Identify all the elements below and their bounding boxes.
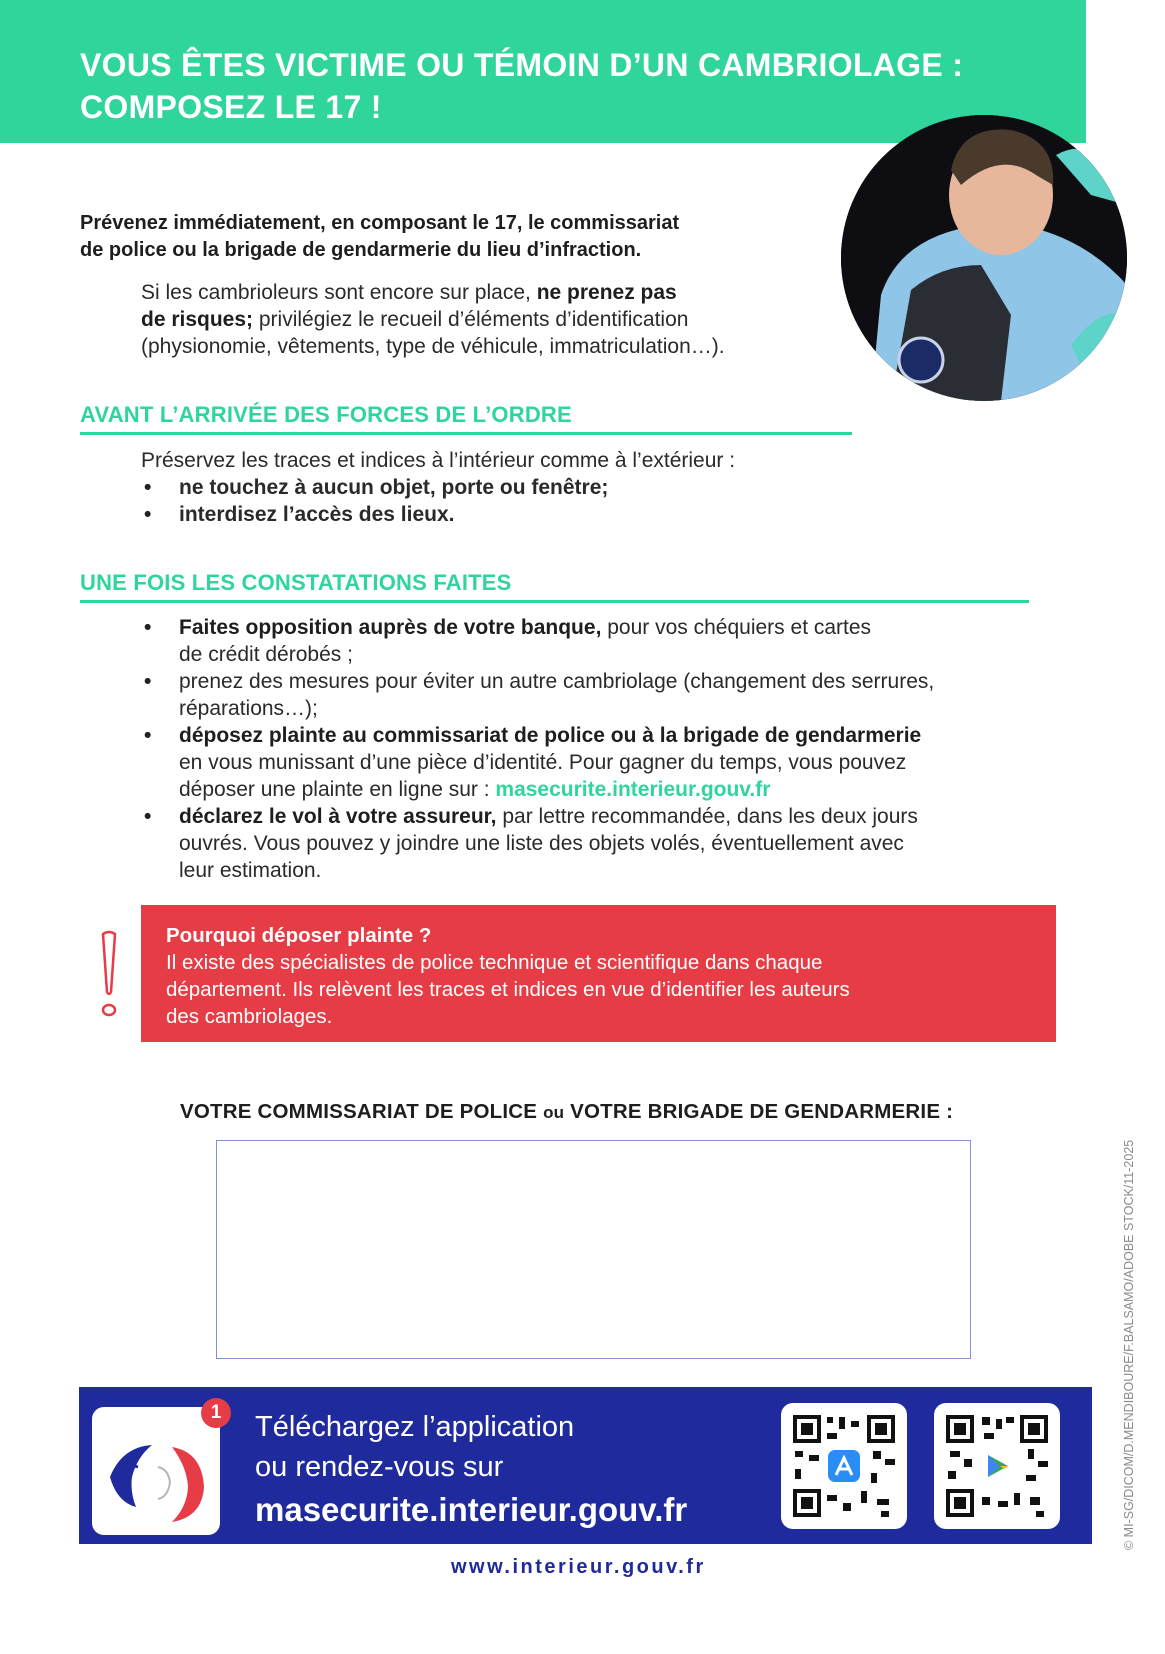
section-title-before-arrival: AVANT L’ARRIVÉE DES FORCES DE L’ORDRE xyxy=(80,402,852,435)
bullet-text: leur estimation. xyxy=(179,859,322,882)
banner-line-1: Téléchargez l’application xyxy=(255,1411,575,1443)
list-item xyxy=(141,614,1041,668)
section2-bullet-list xyxy=(141,614,1041,884)
gendarme-photo xyxy=(841,115,1127,401)
label-part: VOTRE BRIGADE DE GENDARMERIE : xyxy=(564,1100,954,1123)
credit-text: © MI-SG/DICOM/D.MENDIBOURE/F.BALSAMO/ADOBE STOCK/11-2025 xyxy=(1122,1139,1136,1550)
bullet-text: prenez des mesures pour éviter un autre cambriolage (changement des serrures, xyxy=(179,670,935,693)
bullet-text: pour vos chéquiers et cartes xyxy=(601,616,872,639)
qr-code-icon xyxy=(934,1403,1060,1529)
section1-bullet-list xyxy=(141,474,1041,528)
list-item: • interdisez l’accès des lieux. xyxy=(141,501,1041,528)
alert-line: des cambriolages. xyxy=(166,1005,333,1028)
intro-para-text: Si les cambrioleurs sont encore sur place, xyxy=(141,281,537,304)
title-line-2: COMPOSEZ LE 17 ! xyxy=(80,89,382,125)
intro-paragraph xyxy=(141,279,841,360)
banner-url-link[interactable]: masecurite.interieur.gouv.fr xyxy=(255,1491,688,1528)
app-store-qr-code[interactable] xyxy=(781,1403,907,1529)
list-item xyxy=(141,803,1041,884)
why-file-complaint-box xyxy=(141,905,1056,1042)
bullet-bold: Faites opposition auprès de votre banque, xyxy=(179,616,602,639)
banner-line-2: ou rendez-vous sur xyxy=(255,1451,504,1483)
marianne-logo xyxy=(92,1407,220,1535)
alert-line: Il existe des spécialistes de police technique et scientifique dans chaque xyxy=(166,951,823,974)
page-title xyxy=(80,44,963,128)
marianne-icon xyxy=(92,1407,220,1535)
label-part: VOTRE COMMISSARIAT DE POLICE xyxy=(180,1100,544,1123)
exclamation-icon xyxy=(97,930,121,1020)
gendarme-illustration xyxy=(841,115,1127,401)
alert-text xyxy=(166,922,1036,1030)
bullet-text: en vous munissant d’une pièce d’identité. Pour gagner du temps, vous pouvez xyxy=(179,751,907,774)
masecurite-link[interactable]: masecurite.interieur.gouv.fr xyxy=(495,778,771,801)
intro-para-text-2: privilégiez le recueil d’éléments d’identification xyxy=(253,308,689,331)
alert-line: département. Ils relèvent les traces et indices en vue d’identifier les auteurs xyxy=(166,978,850,1001)
bullet-text: réparations…); xyxy=(179,697,318,720)
bullet-text: déposer une plainte en ligne sur : xyxy=(179,778,496,801)
title-line-1: VOUS ÊTES VICTIME OU TÉMOIN D’UN CAMBRIOLAGE : xyxy=(80,47,964,83)
list-item xyxy=(141,722,1041,803)
section1-lead: Préservez les traces et indices à l’intérieur comme à l’extérieur : xyxy=(141,449,736,472)
intro-para-bold-2: de risques; xyxy=(141,308,254,331)
alert-title: Pourquoi déposer plainte ? xyxy=(166,924,432,947)
intro-para-line-3: (physionomie, vêtements, type de véhicule, immatriculation…). xyxy=(141,335,725,358)
notification-badge: 1 xyxy=(201,1398,231,1428)
bullet-bold: déposez plainte au commissariat de police ou à la brigade de gendarmerie xyxy=(179,724,922,747)
footer-website-link[interactable]: www.interieur.gouv.fr xyxy=(451,1556,706,1578)
banner-text xyxy=(255,1407,687,1533)
police-address-field[interactable] xyxy=(216,1140,971,1359)
intro-line-2: de police ou la brigade de gendarmerie du lieu d’infraction. xyxy=(80,239,642,261)
section-title-after-findings: UNE FOIS LES CONSTATATIONS FAITES xyxy=(80,570,1029,603)
intro-para-bold: ne prenez pas xyxy=(536,281,677,304)
qr-code-icon xyxy=(781,1403,907,1529)
list-item: • ne touchez à aucun objet, porte ou fenêtre; xyxy=(141,474,1041,501)
intro-line-1: Prévenez immédiatement, en composant le 17, le commissariat xyxy=(80,212,680,234)
photo-credit xyxy=(1120,1090,1140,1550)
list-item xyxy=(141,668,1041,722)
google-play-qr-code[interactable] xyxy=(934,1403,1060,1529)
app-download-banner xyxy=(79,1387,1092,1544)
bullet-text: de crédit dérobés ; xyxy=(179,643,353,666)
police-station-label xyxy=(180,1100,953,1124)
bullet-text: par lettre recommandée, dans les deux jours xyxy=(496,805,918,828)
bullet-text: ouvrés. Vous pouvez y joindre une liste des objets volés, éventuellement avec xyxy=(179,832,904,855)
bullet-bold: déclarez le vol à votre assureur, xyxy=(179,805,497,828)
label-or: ou xyxy=(543,1103,565,1122)
header-banner xyxy=(0,0,1086,143)
intro-warning xyxy=(80,210,780,264)
